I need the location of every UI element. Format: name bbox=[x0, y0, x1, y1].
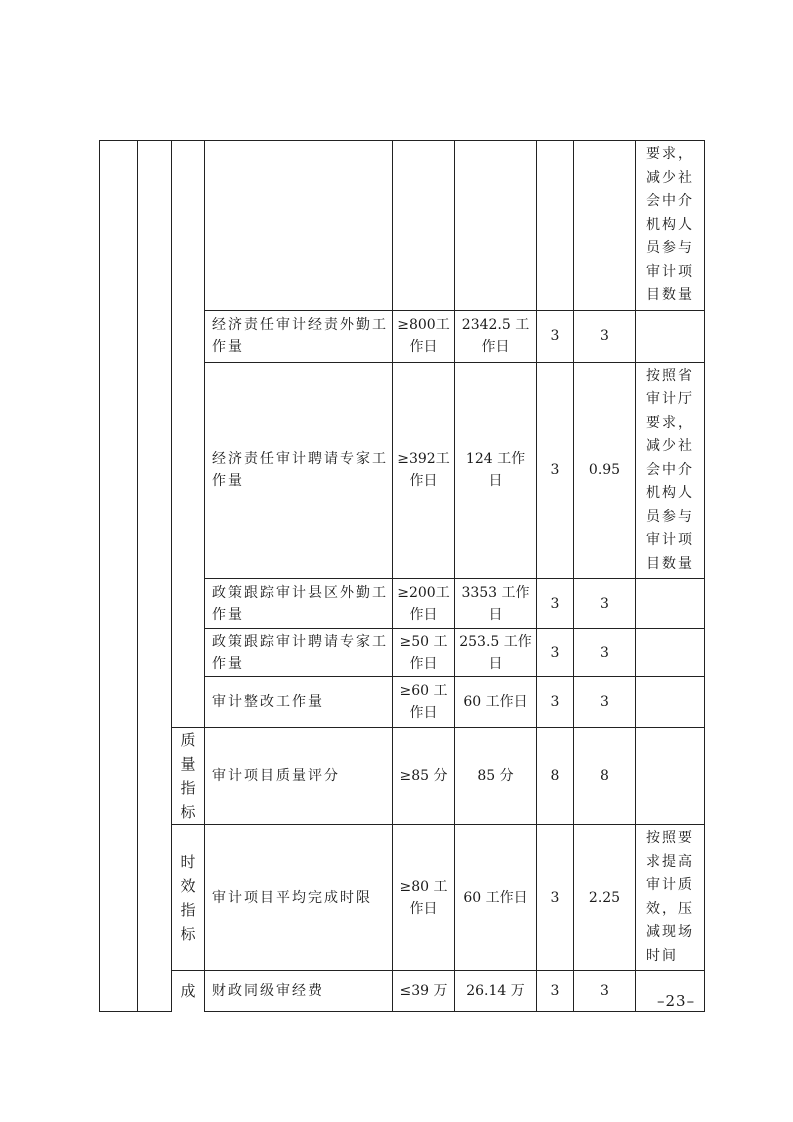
score-value: 0.95 bbox=[574, 362, 636, 579]
indicator-name bbox=[205, 141, 393, 311]
weight-value: 3 bbox=[537, 579, 574, 629]
weight-value: 3 bbox=[537, 825, 574, 971]
target-value: ≥85 分 bbox=[393, 728, 455, 825]
actual-value: 253.5 工作日 bbox=[455, 629, 537, 677]
level2-cell bbox=[138, 141, 172, 1012]
note-text: 要求，减少社会中介机构人员参与审计项目数量 bbox=[636, 141, 705, 311]
target-value: ≥60 工作日 bbox=[393, 677, 455, 728]
performance-table bbox=[99, 140, 705, 1012]
weight-value: 3 bbox=[537, 310, 574, 362]
actual-value: 26.14 万 bbox=[455, 971, 537, 1012]
weight-value: 8 bbox=[537, 728, 574, 825]
score-value: 3 bbox=[574, 677, 636, 728]
score-value: 3 bbox=[574, 629, 636, 677]
note-text bbox=[636, 310, 705, 362]
category-label bbox=[172, 971, 205, 1012]
level3-cell bbox=[172, 141, 205, 728]
note-text bbox=[636, 629, 705, 677]
score-value: 3 bbox=[574, 310, 636, 362]
category-text: 时效指标 bbox=[180, 852, 196, 943]
target-value bbox=[393, 141, 455, 311]
indicator-name: 政策跟踪审计县区外勤工作量 bbox=[205, 579, 393, 629]
actual-value bbox=[455, 141, 537, 311]
indicator-name: 财政同级审经费 bbox=[205, 971, 393, 1012]
indicator-name: 政策跟踪审计聘请专家工作量 bbox=[205, 629, 393, 677]
weight-value: 3 bbox=[537, 971, 574, 1012]
target-value: ≥392工作日 bbox=[393, 362, 455, 579]
note-text: 按照要求提高审计质效，压减现场时间 bbox=[636, 825, 705, 971]
indicator-name: 审计整改工作量 bbox=[205, 677, 393, 728]
actual-value: 124 工作日 bbox=[455, 362, 537, 579]
weight-value: 3 bbox=[537, 362, 574, 579]
score-value: 3 bbox=[574, 971, 636, 1012]
level1-cell bbox=[100, 141, 138, 1012]
actual-value: 85 分 bbox=[455, 728, 537, 825]
weight-value: 3 bbox=[537, 629, 574, 677]
actual-value: 60 工作日 bbox=[455, 677, 537, 728]
target-value: ≥800工作日 bbox=[393, 310, 455, 362]
category-label bbox=[172, 728, 205, 825]
page-number: –23– bbox=[657, 992, 696, 1010]
weight-value bbox=[537, 141, 574, 311]
score-value: 2.25 bbox=[574, 825, 636, 971]
table-row bbox=[100, 141, 705, 311]
note-text bbox=[636, 677, 705, 728]
indicator-name: 经济责任审计经责外勤工作量 bbox=[205, 310, 393, 362]
indicator-name: 经济责任审计聘请专家工作量 bbox=[205, 362, 393, 579]
score-value bbox=[574, 141, 636, 311]
actual-value: 2342.5 工作日 bbox=[455, 310, 537, 362]
table-row bbox=[100, 825, 705, 971]
table-row bbox=[100, 728, 705, 825]
weight-value: 3 bbox=[537, 677, 574, 728]
note-text bbox=[636, 579, 705, 629]
category-text: 质量指标 bbox=[180, 731, 196, 821]
target-value: ≥80 工作日 bbox=[393, 825, 455, 971]
table-row bbox=[100, 971, 705, 1012]
note-text bbox=[636, 728, 705, 825]
category-text: 成 bbox=[180, 982, 196, 1001]
score-value: 8 bbox=[574, 728, 636, 825]
target-value: ≤39 万 bbox=[393, 971, 455, 1012]
score-value: 3 bbox=[574, 579, 636, 629]
indicator-name: 审计项目质量评分 bbox=[205, 728, 393, 825]
actual-value: 3353 工作日 bbox=[455, 579, 537, 629]
target-value: ≥50 工作日 bbox=[393, 629, 455, 677]
category-label bbox=[172, 825, 205, 971]
actual-value: 60 工作日 bbox=[455, 825, 537, 971]
note-text: 按照省审计厅要求，减少社会中介机构人员参与审计项目数量 bbox=[636, 362, 705, 579]
indicator-name: 审计项目平均完成时限 bbox=[205, 825, 393, 971]
target-value: ≥200工作日 bbox=[393, 579, 455, 629]
